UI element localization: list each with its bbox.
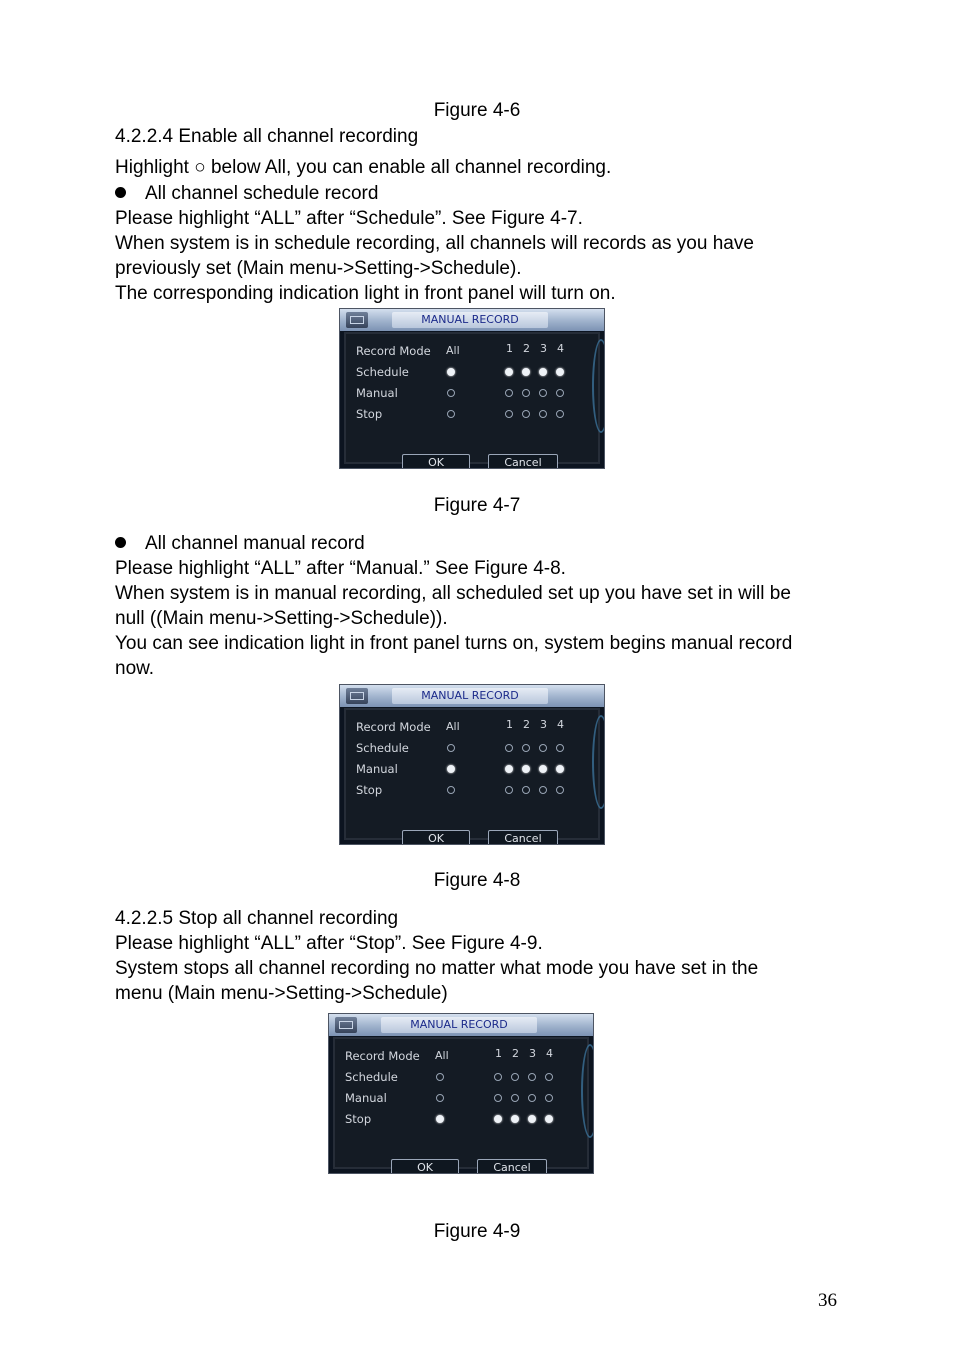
record-mode-label: Record Mode [356, 720, 431, 734]
all-column-label: All [446, 344, 460, 357]
channel-3-manual-radio[interactable] [528, 1094, 536, 1102]
all-column-label: All [435, 1049, 449, 1062]
channel-2-manual-radio[interactable] [511, 1094, 519, 1102]
row-label-schedule: Schedule [356, 365, 409, 379]
camera-logo-icon [346, 688, 368, 704]
channel-1-stop-radio[interactable] [505, 410, 513, 418]
row-label-manual: Manual [356, 762, 398, 776]
channel-4-schedule-radio[interactable] [556, 368, 564, 376]
channel-1-manual-radio[interactable] [494, 1094, 502, 1102]
background-swirl-icon [592, 339, 605, 433]
channel-4-schedule-radio[interactable] [545, 1073, 553, 1081]
row-label-manual: Manual [356, 386, 398, 400]
channel-2-stop-radio[interactable] [522, 786, 530, 794]
section-heading-4-2-2-5: 4.2.2.5 Stop all channel recording [115, 908, 399, 929]
row-label-manual: Manual [345, 1091, 387, 1105]
row-label-schedule: Schedule [356, 741, 409, 755]
channel-2-manual-radio[interactable] [522, 389, 530, 397]
figure-caption-4-9: Figure 4-9 [433, 1221, 521, 1242]
title-bar [340, 685, 604, 707]
channel-2-schedule-radio[interactable] [511, 1073, 519, 1081]
all-stop-radio[interactable] [447, 410, 455, 418]
background-swirl-icon [592, 715, 605, 809]
channel-2-schedule-radio[interactable] [522, 744, 530, 752]
channel-3-schedule-radio[interactable] [528, 1073, 536, 1081]
manual-record-dialog [328, 1013, 594, 1174]
paragraph-line: When system is in schedule recording, all channels will records as you have [115, 233, 754, 254]
all-schedule-radio[interactable] [447, 368, 455, 376]
all-manual-radio[interactable] [436, 1094, 444, 1102]
page-number: 36 [818, 1290, 837, 1311]
record-mode-label: Record Mode [356, 344, 431, 358]
bullet-manual-record [115, 531, 365, 556]
channel-2-stop-radio[interactable] [522, 410, 530, 418]
bullet-label: All channel manual record [145, 533, 365, 554]
record-mode-label: Record Mode [345, 1049, 420, 1063]
ok-button[interactable]: OK [402, 454, 470, 469]
all-manual-radio[interactable] [447, 389, 455, 397]
row-label-stop: Stop [356, 407, 383, 421]
camera-logo-icon [335, 1017, 357, 1033]
row-label-schedule: Schedule [345, 1070, 398, 1084]
row-label-stop: Stop [345, 1112, 372, 1126]
cancel-button[interactable]: Cancel [477, 1159, 547, 1174]
manual-record-dialog [339, 308, 605, 469]
channel-2-manual-radio[interactable] [522, 765, 530, 773]
channel-1-stop-radio[interactable] [494, 1115, 502, 1123]
channel-2-schedule-radio[interactable] [522, 368, 530, 376]
paragraph-line: null ((Main menu->Setting->Schedule)). [115, 608, 448, 629]
paragraph-line: System stops all channel recording no matter what mode you have set in the [115, 958, 759, 979]
bullet-icon [115, 187, 126, 198]
channel-1-label: 1 [506, 342, 513, 355]
channel-1-label: 1 [506, 718, 513, 731]
paragraph-line: menu (Main menu->Setting->Schedule) [115, 983, 448, 1004]
channel-3-stop-radio[interactable] [539, 786, 547, 794]
figure-caption-4-7: Figure 4-7 [433, 495, 521, 516]
channel-4-label: 4 [546, 1047, 553, 1060]
channel-4-schedule-radio[interactable] [556, 744, 564, 752]
figure-caption-4-8: Figure 4-8 [433, 870, 521, 891]
paragraph-line: now. [115, 658, 155, 679]
channel-3-stop-radio[interactable] [539, 410, 547, 418]
section-heading-4-2-2-4: 4.2.2.4 Enable all channel recording [115, 126, 419, 147]
paragraph-line: When system is in manual recording, all scheduled set up you have set in will be [115, 583, 791, 604]
channel-3-stop-radio[interactable] [528, 1115, 536, 1123]
channel-1-manual-radio[interactable] [505, 765, 513, 773]
channel-1-label: 1 [495, 1047, 502, 1060]
all-stop-radio[interactable] [436, 1115, 444, 1123]
paragraph-line: Please highlight “ALL” after “Manual.” See Figure 4-8. [115, 558, 566, 579]
dialog-panel [333, 1037, 589, 1174]
row-label-stop: Stop [356, 783, 383, 797]
paragraph-line: You can see indication light in front panel turns on, system begins manual record [115, 633, 793, 654]
channel-4-manual-radio[interactable] [556, 389, 564, 397]
channel-4-label: 4 [557, 342, 564, 355]
intro-text: Highlight ○ below All, you can enable all channel recording. [115, 157, 612, 178]
all-manual-radio[interactable] [447, 765, 455, 773]
channel-4-stop-radio[interactable] [556, 410, 564, 418]
channel-1-stop-radio[interactable] [505, 786, 513, 794]
channel-4-stop-radio[interactable] [545, 1115, 553, 1123]
all-schedule-radio[interactable] [436, 1073, 444, 1081]
dialog-panel [344, 708, 600, 845]
bullet-icon [115, 537, 126, 548]
channel-3-manual-radio[interactable] [539, 389, 547, 397]
dialog-title: MANUAL RECORD [392, 312, 548, 328]
channel-2-label: 2 [523, 718, 530, 731]
paragraph-line: Please highlight “ALL” after “Schedule”. See Figure 4-7. [115, 208, 583, 229]
paragraph-line: Please highlight “ALL” after “Stop”. See Figure 4-9. [115, 933, 543, 954]
channel-3-manual-radio[interactable] [539, 765, 547, 773]
ok-button[interactable]: OK [402, 830, 470, 845]
channel-4-stop-radio[interactable] [556, 786, 564, 794]
channel-3-schedule-radio[interactable] [539, 744, 547, 752]
channel-4-manual-radio[interactable] [545, 1094, 553, 1102]
all-column-label: All [446, 720, 460, 733]
channel-1-schedule-radio[interactable] [505, 744, 513, 752]
all-schedule-radio[interactable] [447, 744, 455, 752]
manual-record-dialog [339, 684, 605, 845]
channel-1-manual-radio[interactable] [505, 389, 513, 397]
bullet-schedule-record [115, 181, 378, 206]
channel-3-schedule-radio[interactable] [539, 368, 547, 376]
channel-3-label: 3 [540, 342, 547, 355]
cancel-button[interactable]: Cancel [488, 454, 558, 469]
channel-2-stop-radio[interactable] [511, 1115, 519, 1123]
all-stop-radio[interactable] [447, 786, 455, 794]
channel-3-label: 3 [529, 1047, 536, 1060]
camera-logo-icon [346, 312, 368, 328]
channel-4-label: 4 [557, 718, 564, 731]
paragraph-line: previously set (Main menu->Setting->Schedule). [115, 258, 522, 279]
title-bar [329, 1014, 593, 1036]
bullet-label: All channel schedule record [145, 183, 379, 204]
dialog-title: MANUAL RECORD [392, 688, 548, 704]
dialog-panel [344, 332, 600, 469]
channel-1-schedule-radio[interactable] [505, 368, 513, 376]
dialog-title: MANUAL RECORD [381, 1017, 537, 1033]
title-bar [340, 309, 604, 331]
channel-1-schedule-radio[interactable] [494, 1073, 502, 1081]
channel-2-label: 2 [512, 1047, 519, 1060]
cancel-button[interactable]: Cancel [488, 830, 558, 845]
channel-3-label: 3 [540, 718, 547, 731]
paragraph-line: The corresponding indication light in front panel will turn on. [115, 283, 616, 304]
channel-2-label: 2 [523, 342, 530, 355]
figure-caption-4-6: Figure 4-6 [433, 100, 521, 121]
channel-4-manual-radio[interactable] [556, 765, 564, 773]
background-swirl-icon [581, 1044, 594, 1138]
ok-button[interactable]: OK [391, 1159, 459, 1174]
